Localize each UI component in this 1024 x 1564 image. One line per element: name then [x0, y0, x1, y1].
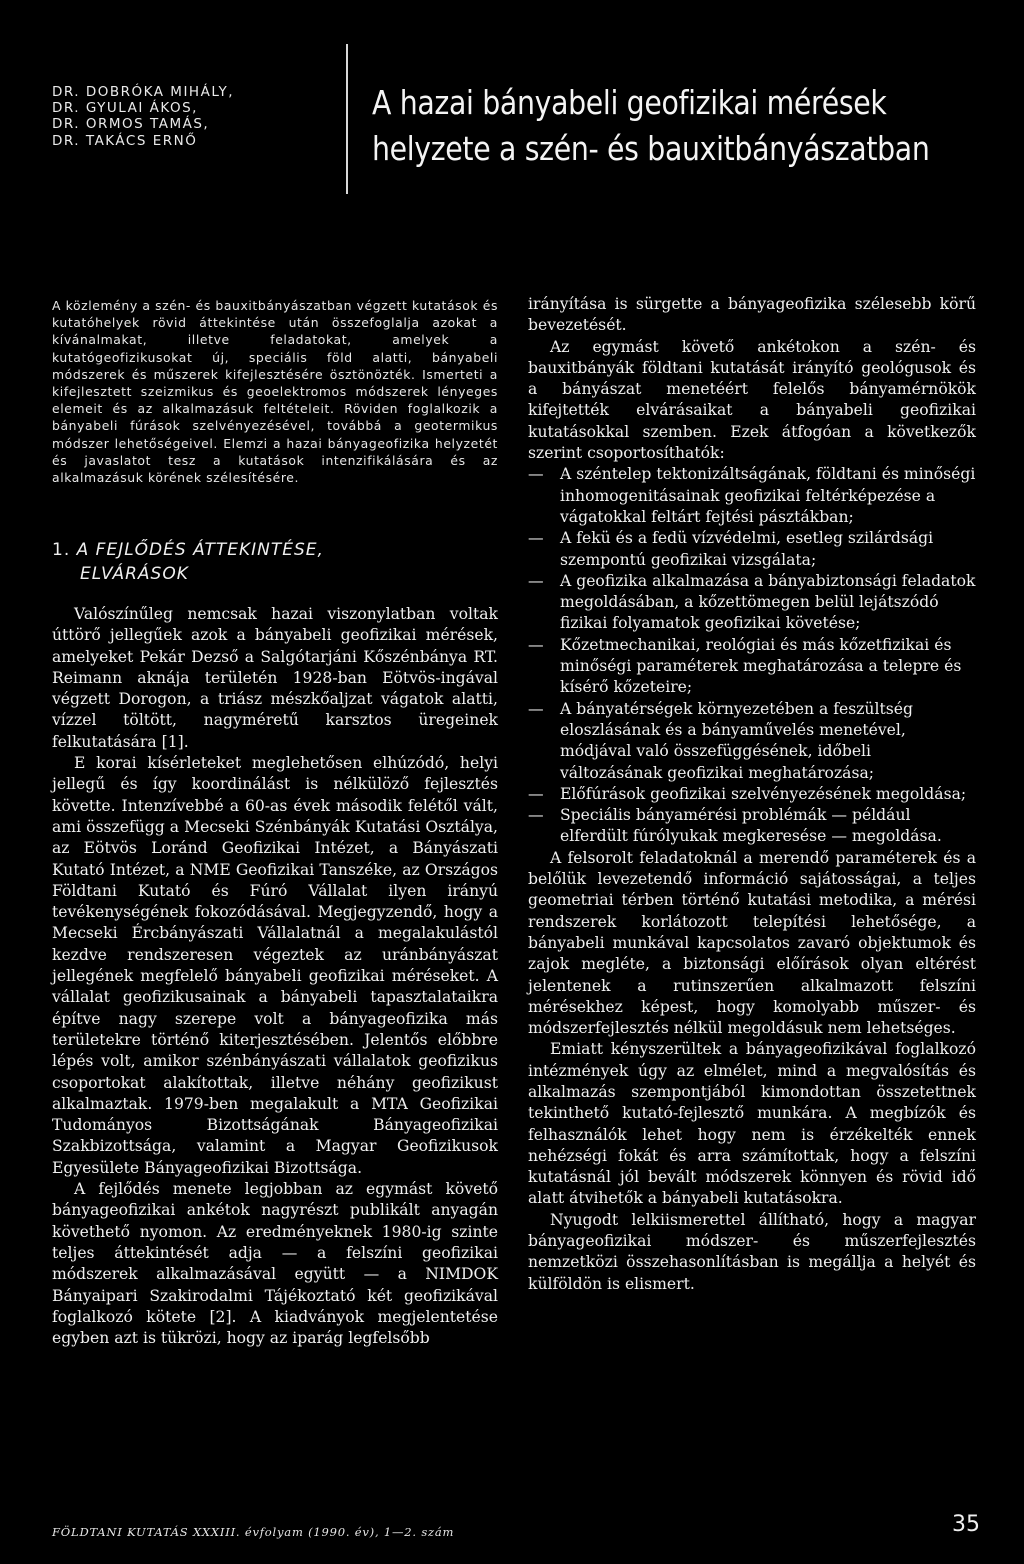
article-title-line1: A hazai bányabeli geofizikai mérések — [372, 83, 887, 122]
body-paragraph: E korai kísérleteket meglehetősen elhúzódó, helyi jellegű és így koordinálást is nélkülöző fejlesztés követte. Intenzívebbé a 60-as évek második felétől vált, ami összefügg a Mecseki Szénbányák Kutatási Osztálya, az Eötvös Loránd Geofizikai Intézet, a Bányászati Kutató Intézet, a NME Geofizikai Tanszéke, az Országos Földtani Kutató és Fúró Vállalat ilyen irányú tevékenységének fokozódásával. Megjegyzendő, hogy a Mecseki Ércbányászati Vállalatnál a megalakulástól kezdve rendszeresen végeztek az uránbányászat jellegének megfelelő bányabeli geofizikai méréseket. A vállalat geofizikusainak a bányabeli tapasztalataikra építve nagy szerepe volt a bányageofizika más területekre történő kiterjesztésében. Jelentős előbbre lépés volt, amikor szénbányászati vállalatok geofizikus csoportokat alakítottak, illetve néhány geofizikust alkalmaztak. 1979-ben megalakult a MTA Geofizikai Tudományos Bizottságának Bányageofizikai Szakbizottsága, valamint a Magyar Geofizikusok Egyesülete Bányageofizikai Bizottsága. — [52, 754, 498, 1177]
section-title-line1: A FEJLŐDÉS ÁTTEKINTÉSE, — [76, 540, 324, 560]
body-paragraph: Nyugodt lelkiismerettel állítható, hogy a magyar bányageofizikai módszer- és műszerfejlesztés nemzetközi összehasonlításban is megállja a helyét és külföldön is elismert. — [528, 1210, 976, 1293]
header-divider — [346, 44, 348, 194]
section-title-line2: ELVÁRÁSOK — [80, 564, 189, 584]
author-name: DR. ORMOS TAMÁS, — [52, 116, 210, 133]
list-item: — A széntelep tektonizáltságának, földtani és minőségi inhomogenitásainak geofizikai feltérképezése a vágatokkal feltárt fejtési pásztákban; — [528, 464, 976, 528]
body-paragraph: A felsorolt feladatoknál a merendő paraméterek és a belőlük levezetendő információ sajátosságai, a teljes geometriai térben történő kutatási metodika, a mérési rendszerek korlátozott telepítési lehetősége, a bányabeli munkával kapcsolatos zavaró objektumok és zajok megléte, a biztonsági előírások olyan eltérést jelentenek a rutinszerűen alkalmazott felszíni mérésekhez képest, hogy komolyabb műszer- és módszerfejlesztés nélkül megoldásuk nem lehetséges. — [528, 848, 976, 1038]
body-paragraph: A fejlődés menete legjobban az egymást követő bányageofizikai ankétok nagyrészt publikált anyagán követhető nyomon. Az eredményeknek 1980-ig szinte teljes áttekintését adja — a felszíni geofizikai módszerek alkalmazásával együtt — a NIMDOK Bányaipari Szakirodalmi Tájékoztató két geofizikával foglalkozó kötete [2]. A kiadványok megjelentetése egyben azt is tükrözi, hogy az iparág legfelsőbb — [52, 1180, 498, 1348]
body-paragraph: Emiatt kényszerültek a bányageofizikával foglalkozó intézmények úgy az elmélet, mind a megvalósítás és alkalmazás szempontjából kimondottan összetettnek tekinthető kutató-fejlesztő munkára. A megbízók és felhasználók lehet hogy nem is érzékelték ennek nehézségi fokát és arra számítottak, hogy a felszíni kutatásnál jól bevált módszerek könnyen és rövid idő alatt átvihetők a bányabeli kutatásokra. — [528, 1040, 976, 1208]
list-item: — A bányatérségek környezetében a feszültség eloszlásának és a bányaművelés menetével, módjával való összefüggésének, időbeli változásának geofizikai meghatározása; — [528, 699, 976, 784]
body-paragraph: Az egymást követő ankétokon a szén- és bauxitbányák földtani kutatását irányító geológusok és a bányászat menetéért felelős bányamérnökök kifejtették elvárásaikat a bányabeli geofizikai kutatásokkal szemben. Ezek átfogóan a következők szerint csoportosíthatók: — [528, 337, 976, 463]
author-name: DR. DOBRÓKA MIHÁLY, — [52, 84, 235, 100]
list-item: — Előfúrások geofizikai szelvényezésének megoldása; — [528, 784, 976, 805]
author-name: DR. TAKÁCS ERNŐ — [52, 132, 198, 149]
abstract: A közlemény a szén- és bauxitbányászatban végzett kutatások és kutatóhelyek rövid áttekintése után összefoglalja azokat a kívánalmakat, illetve feladatokat, amelyek a kutatógeofizikusokat új, speciális föld alatti, bányabeli módszerek és műszerek kifejlesztésére ösztönözték. Ismerteti a kifejlesztett szeizmikus és geoelektromos módszerek lényeges elemeit és az alkalmazásuk feltételeit. Röviden foglalkozik a bányabeli fúrások szelvényezésével, továbbá a geotermikus módszer lehetőségeivel. Elemzi a hazai bányageofizika helyzetét és javaslatot tesz a kutatások intenzifikálására és az alkalmazásuk körének szélesítésére. — [52, 298, 498, 486]
section-heading — [52, 538, 498, 586]
page-number: 35 — [952, 1512, 980, 1537]
journal-footer: FÖLDTANI KUTATÁS XXXIII. évfolyam (1990. év), 1—2. szám — [52, 1525, 455, 1539]
requirements-list — [528, 464, 976, 847]
author-list — [52, 84, 342, 149]
list-item: — A fekü és a fedü vízvédelmi, esetleg szilárdsági szempontú geofizikai vizsgálata; — [528, 528, 976, 571]
body-paragraph: irányítása is sürgette a bányageofizika szélesebb körű bevezetését. — [528, 295, 976, 335]
body-paragraph: Valószínűleg nemcsak hazai viszonylatban voltak úttörő jellegűek azok a bányabeli geofizikai mérések, amelyeket Pekár Dezső a Salgótarjáni Kőszénbánya RT. Reimann aknája területén 1928-ban Eötvös-ingával végzett Dorogon, a triász mészkőaljzat vágatok alatti, vízzel töltött, nagyméretű karsztos üregeinek felkutatására [1]. — [52, 605, 498, 751]
section-number: 1. — [52, 540, 71, 560]
article-title-line2: helyzete a szén- és bauxitbányászatban — [372, 129, 930, 168]
list-item: — A geofizika alkalmazása a bányabiztonsági feladatok megoldásában, a kőzettömegen belül lejátszódó fizikai folyamatok geofizikai követése; — [528, 571, 976, 635]
author-name: DR. GYULAI ÁKOS, — [52, 100, 198, 117]
list-item: — Speciális bányamérési problémák — például elferdült fúrólyukak megkeresése — megoldása. — [528, 805, 976, 848]
left-column — [52, 604, 498, 1349]
article-title — [372, 80, 930, 172]
right-column — [528, 294, 976, 1295]
list-item: — Kőzetmechanikai, reológiai és más kőzetfizikai és minőségi paraméterek meghatározása a telepre és kísérő kőzeteire; — [528, 635, 976, 699]
